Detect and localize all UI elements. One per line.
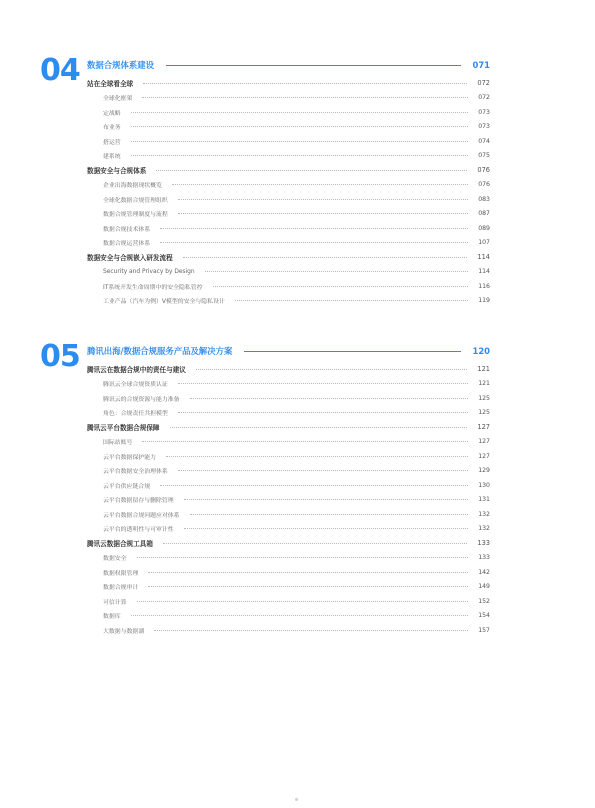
toc-entry-title: 腾讯云在数据合规中的责任与建议 (87, 366, 186, 374)
toc-page-number: 125 (478, 409, 490, 416)
chapter-title-row[interactable] (87, 344, 490, 358)
toc-section-row[interactable] (87, 164, 490, 176)
toc-dot-leader (178, 199, 468, 200)
toc-page-number: 073 (478, 123, 490, 130)
toc-dot-leader (148, 572, 468, 573)
toc-dot-leader (131, 141, 469, 142)
toc-dot-leader (160, 485, 468, 486)
toc-section-row[interactable] (87, 363, 490, 375)
toc-page-number: 121 (477, 365, 490, 373)
toc-dot-leader (172, 184, 468, 185)
toc-subsection-row[interactable] (103, 150, 490, 162)
toc-page-number: 132 (478, 525, 490, 532)
toc-subsection-row[interactable] (103, 295, 490, 307)
toc-page-number: 127 (477, 423, 490, 431)
toc-entry-title: 云平台供应链合规 (103, 483, 151, 490)
toc-page-number: 119 (478, 297, 490, 304)
toc-subsection-row[interactable] (103, 237, 490, 249)
toc-page-number: 089 (478, 224, 490, 232)
toc-dot-leader (170, 427, 468, 428)
toc-entry-title: 布业务 (103, 125, 121, 131)
toc-dot-leader (131, 112, 469, 113)
toc-page-number: 152 (478, 597, 490, 605)
toc-page-number: 129 (478, 467, 490, 474)
toc-dot-leader (190, 514, 469, 515)
toc-subsection-row[interactable] (103, 566, 490, 578)
toc-dot-leader (235, 300, 468, 301)
toc-entry-title: 大数据与数据湖 (103, 628, 145, 635)
toc-subsection-row[interactable] (103, 92, 490, 104)
toc-subsection-row[interactable] (103, 392, 490, 404)
page-footer-dot (295, 798, 298, 801)
toc-entry-title: 数据合规审计 (103, 585, 139, 591)
toc-subsection-row[interactable] (103, 407, 490, 419)
toc-subsection-row[interactable] (103, 121, 490, 133)
toc-dot-leader (190, 398, 469, 399)
toc-subsection-row[interactable] (103, 595, 490, 607)
toc-dot-leader (142, 97, 468, 98)
toc-entry-title: 数据合规管理制度与流程 (103, 212, 168, 218)
toc-entry-title: 企业出海数据现状概览 (103, 183, 162, 189)
toc-dot-leader (196, 369, 468, 370)
toc-dot-leader (156, 170, 467, 171)
toc-section-row[interactable] (87, 537, 490, 549)
toc-entry-title: 云平台的透明性与可审计性 (103, 527, 174, 533)
chapter-page-number: 120 (472, 346, 490, 356)
toc-section-row[interactable] (87, 251, 490, 263)
toc-dot-leader (137, 601, 469, 602)
toc-subsection-row[interactable] (103, 280, 490, 292)
toc-subsection-row[interactable] (103, 465, 490, 477)
toc-page-number: 107 (478, 239, 490, 246)
toc-page-number: 157 (478, 626, 490, 634)
toc-dot-leader (178, 470, 468, 471)
toc-page-number: 072 (477, 79, 490, 87)
toc-subsection-row[interactable] (103, 222, 490, 234)
toc-subsection-row[interactable] (103, 436, 490, 448)
toc-subsection-row[interactable] (103, 624, 490, 636)
toc-dot-leader (142, 441, 468, 442)
chapter-title: 腾讯出海/数据合规服务产品及解决方案 (87, 346, 233, 356)
toc-dot-leader (137, 557, 469, 558)
toc-entry-title: 全球化框架 (103, 96, 133, 102)
toc-dot-leader (148, 586, 468, 587)
chapter-leader-line (244, 351, 460, 352)
toc-entry-title: 可信计算 (103, 599, 127, 606)
toc-dot-leader (178, 213, 468, 214)
toc-page-number: 142 (478, 568, 490, 576)
toc-subsection-row[interactable] (103, 266, 490, 278)
toc-section-row[interactable] (87, 77, 490, 89)
toc-page-number: 133 (478, 554, 490, 561)
toc-dot-leader (183, 257, 468, 258)
toc-page-number: 127 (478, 452, 490, 460)
toc-entry-title: 数据权限管理 (103, 570, 139, 577)
toc-dot-leader (184, 528, 469, 529)
toc-page-number: 121 (478, 380, 490, 387)
toc-subsection-row[interactable] (103, 494, 490, 506)
chapter-number: 04 (40, 53, 80, 88)
toc-page-number: 072 (478, 94, 490, 101)
chapter-page-number: 071 (472, 60, 490, 70)
toc-subsection-row[interactable] (103, 508, 490, 520)
toc-dot-leader (131, 155, 469, 156)
toc-dot-leader (213, 286, 469, 287)
toc-entry-title: 云平台数据安全治理体系 (103, 469, 168, 475)
toc-subsection-row[interactable] (103, 378, 490, 390)
toc-subsection-row[interactable] (103, 450, 490, 462)
toc-page-number: 133 (477, 539, 490, 547)
toc-subsection-row[interactable] (103, 581, 490, 593)
toc-entry-title: 定战略 (103, 110, 121, 117)
toc-page-number: 076 (477, 166, 490, 174)
toc-subsection-row[interactable] (103, 106, 490, 118)
toc-subsection-row[interactable] (103, 179, 490, 191)
toc-subsection-row[interactable] (103, 135, 490, 147)
toc-dot-leader (160, 242, 468, 243)
toc-entry-title: 云平台数据合规问题应对体系 (103, 512, 180, 519)
toc-page-number: 125 (478, 394, 490, 402)
toc-entry-title: 搭运营 (103, 139, 121, 146)
toc-entry-title: 数据库 (103, 614, 121, 620)
toc-subsection-row[interactable] (103, 610, 490, 622)
chapter-title-row[interactable] (87, 58, 490, 72)
toc-subsection-row[interactable] (103, 552, 490, 564)
toc-entry-title: 角色：合规责任共担模型 (103, 411, 168, 417)
toc-dot-leader (205, 271, 469, 272)
toc-entry-title: 数据合规技术体系 (103, 226, 151, 233)
toc-page-number: 130 (478, 481, 490, 489)
toc-dot-leader (178, 412, 468, 413)
toc-entry-title: 建系统 (103, 154, 121, 160)
toc-page-number: 149 (478, 583, 490, 590)
toc-section-row[interactable] (87, 421, 490, 433)
toc-dot-leader (184, 499, 469, 500)
toc-entry-title: 云平台数据保护能力 (103, 454, 157, 461)
chapter-number: 05 (40, 339, 80, 374)
toc-entry-title: 站在全球看全球 (87, 80, 134, 88)
toc-entry-title: Security and Privacy by Design (103, 268, 195, 275)
toc-entry-title: 数据安全与合规嵌入研发流程 (87, 254, 173, 262)
toc-entry-title: 数据安全与合规体系 (87, 167, 147, 175)
toc-dot-leader (143, 83, 467, 84)
toc-dot-leader (131, 126, 469, 127)
toc-entry-title: 腾讯云全球合规资质认证 (103, 382, 168, 388)
toc-entry-title: IT系统开发生命周期中的安全隐私管控 (103, 284, 203, 291)
toc-dot-leader (154, 630, 468, 631)
toc-page-number: 116 (478, 282, 490, 290)
toc-page-number: 075 (478, 152, 490, 159)
toc-subsection-row[interactable] (103, 479, 490, 491)
toc-dot-leader (163, 543, 467, 544)
toc-entry-title: 工业产品（汽车为例）V模型的安全与隐私设计 (103, 299, 225, 305)
toc-page-number: 114 (477, 253, 490, 261)
toc-entry-title: 国际站账号 (103, 440, 133, 446)
toc-page-number: 083 (478, 195, 490, 203)
toc-subsection-row[interactable] (103, 208, 490, 220)
toc-dot-leader (160, 228, 468, 229)
toc-page-number: 074 (478, 137, 490, 145)
toc-page-number: 073 (478, 108, 490, 116)
toc-page-number: 132 (478, 510, 490, 518)
toc-dot-leader (178, 383, 468, 384)
toc-entry-title: 云平台数据留存与删除管理 (103, 498, 174, 504)
toc-dot-leader (131, 615, 469, 616)
toc-entry-title: 全球化数据合规管理组织 (103, 197, 168, 204)
chapter-leader-line (166, 65, 461, 66)
toc-page-number: 087 (478, 210, 490, 217)
chapter-title: 数据合规体系建设 (87, 60, 154, 70)
toc-page-number: 131 (478, 496, 490, 503)
toc-page-number: 127 (478, 438, 490, 445)
toc-page-number: 114 (478, 268, 490, 275)
toc-entry-title: 腾讯云数据合规工具箱 (87, 540, 153, 548)
toc-subsection-row[interactable] (103, 523, 490, 535)
toc-page-number: 154 (478, 612, 490, 619)
toc-entry-title: 腾讯云的合规资源与能力准备 (103, 396, 180, 403)
toc-subsection-row[interactable] (103, 193, 490, 205)
toc-entry-title: 数据合规运营体系 (103, 241, 151, 247)
toc-dot-leader (166, 456, 468, 457)
toc-entry-title: 腾讯云平台数据合规保障 (87, 424, 160, 432)
toc-entry-title: 数据安全 (103, 556, 127, 562)
toc-page-number: 076 (478, 181, 490, 188)
